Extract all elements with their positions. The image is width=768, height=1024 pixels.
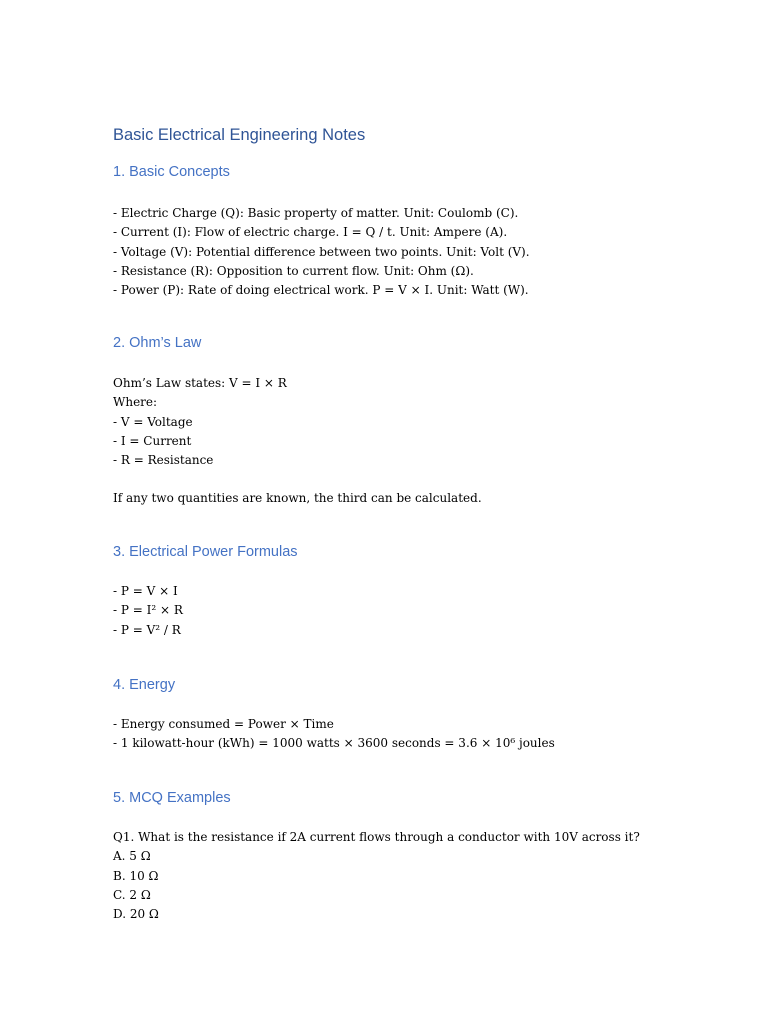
text-line: - Resistance (R): Opposition to current flow. Unit: Ohm (Ω). <box>113 263 474 278</box>
text-line: - P = V² / R <box>113 622 181 637</box>
text-line: If any two quantities are known, the third can be calculated. <box>113 491 482 505</box>
section-heading-power-formulas: 3. Electrical Power Formulas <box>113 544 298 560</box>
section-heading-ohms-law: 2. Ohm’s Law <box>113 335 202 351</box>
text-line: - Current (I): Flow of electric charge. I = Q / t. Unit: Ampere (A). <box>113 225 508 240</box>
answer-option: C. 2 Ω <box>113 887 151 902</box>
section-body-mcq-examples <box>113 828 640 924</box>
text-line: - Electric Charge (Q): Basic property of matter. Unit: Coulomb (C). <box>113 206 519 220</box>
section-heading-mcq-examples: 5. MCQ Examples <box>113 790 231 806</box>
answer-option: B. 10 Ω <box>113 868 159 883</box>
text-line: - Energy consumed = Power × Time <box>113 717 334 731</box>
section-body-energy <box>113 715 555 754</box>
section-heading-basic-concepts: 1. Basic Concepts <box>113 164 230 180</box>
section-note-ohms-law <box>113 489 482 508</box>
answer-option: D. 20 Ω <box>113 907 159 922</box>
document-title: Basic Electrical Engineering Notes <box>113 126 366 144</box>
text-line: - R = Resistance <box>113 453 214 468</box>
text-line: - P = I² × R <box>113 603 183 618</box>
text-line: - V = Voltage <box>113 414 193 429</box>
section-body-power-formulas <box>113 582 183 640</box>
text-line: - Power (P): Rate of doing electrical work. P = V × I. Unit: Watt (W). <box>113 283 529 298</box>
section-heading-energy: 4. Energy <box>113 677 176 693</box>
section-body-ohms-law <box>113 374 287 470</box>
answer-option: A. 5 Ω <box>113 849 151 864</box>
text-line: - 1 kilowatt-hour (kWh) = 1000 watts × 3600 seconds = 3.6 × 10⁶ joules <box>113 736 555 751</box>
text-line: - P = V × I <box>113 584 178 598</box>
text-line: - Voltage (V): Potential difference between two points. Unit: Volt (V). <box>113 244 530 259</box>
text-line: Where: <box>113 395 158 410</box>
text-line: Ohm’s Law states: V = I × R <box>113 376 287 390</box>
question-line: Q1. What is the resistance if 2A current flows through a conductor with 10V across it? <box>113 830 640 844</box>
text-line: - I = Current <box>113 433 192 448</box>
section-body-basic-concepts <box>113 204 530 300</box>
